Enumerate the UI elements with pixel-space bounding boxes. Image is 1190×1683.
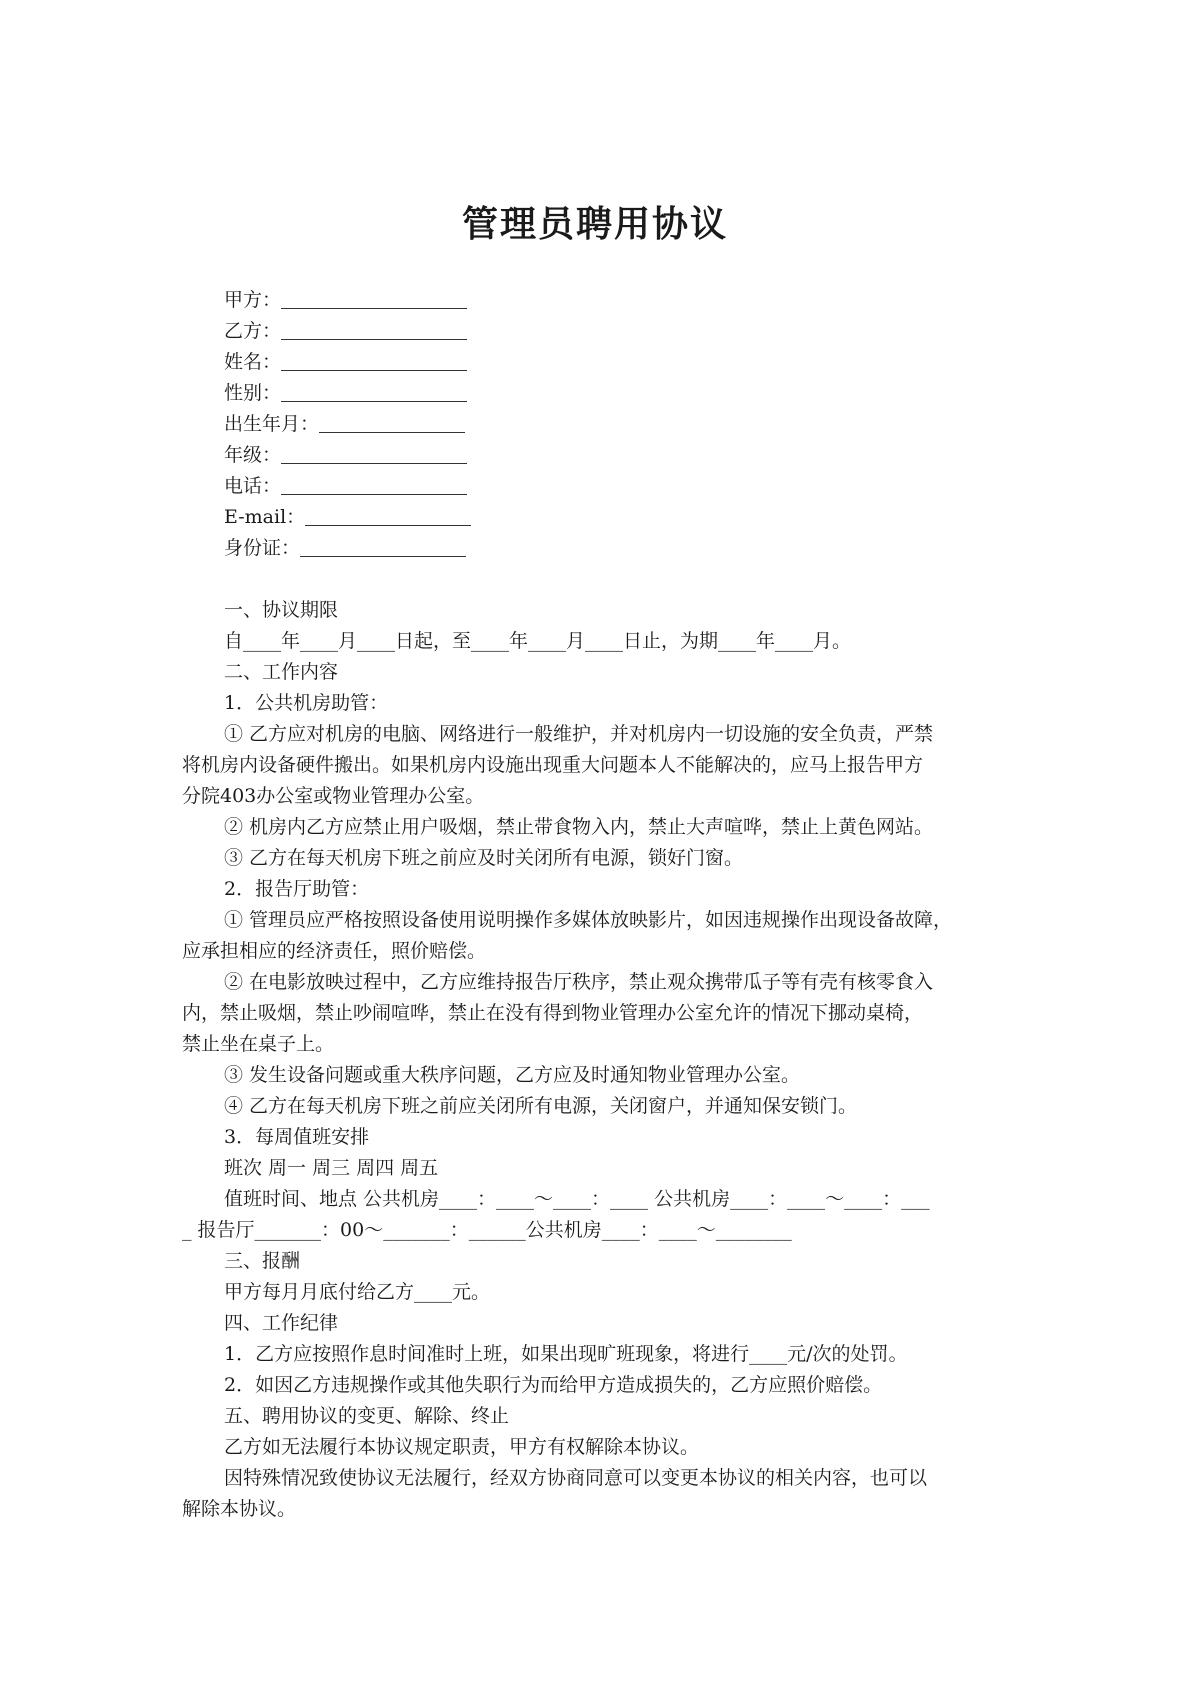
- paragraph-line: ② 在电影放映过程中，乙方应维持报告厅秩序，禁止观众携带瓜子等有壳有核零食入: [224, 971, 934, 993]
- paragraph-line: ④ 乙方在每天机房下班之前应关闭所有电源，关闭窗户，并通知保安锁门。: [224, 1095, 858, 1117]
- field-label: 身份证：: [224, 537, 301, 559]
- paragraph-line: 解除本协议。: [182, 1498, 297, 1520]
- paragraph-line: ① 管理员应严格按照设备使用说明操作多媒体放映影片，如因违规操作出现设备故障，: [224, 909, 953, 931]
- field-birth: [224, 409, 471, 440]
- field-label: 出生年月：: [224, 413, 320, 435]
- section-heading: 五、聘用协议的变更、解除、终止: [224, 1405, 510, 1427]
- blank-line: [281, 442, 467, 464]
- section-heading: 一、协议期限: [224, 599, 339, 621]
- field-label: E-mail：: [224, 506, 306, 528]
- blank-line: [281, 349, 467, 371]
- term-text: 自____年____月____日起，至____年____月____日止，为期____年____月。: [224, 630, 852, 652]
- field-grade: [224, 440, 471, 471]
- subsection-heading: 2．报告厅助管：: [224, 878, 370, 900]
- section-heading: 三、报酬: [224, 1250, 301, 1272]
- schedule-times: 值班时间、地点 公共机房____：____～____：____ 公共机房____：____～____：___: [224, 1188, 930, 1210]
- field-gender: [224, 378, 471, 409]
- blank-line: [300, 535, 466, 557]
- subsection-heading: 3．每周值班安排: [224, 1126, 370, 1148]
- subsection-heading: 1．公共机房助管：: [224, 692, 389, 714]
- field-label: 乙方：: [224, 320, 282, 342]
- paragraph-line: ② 机房内乙方应禁止用户吸烟，禁止带食物入内，禁止大声喧哗，禁止上黄色网站。: [224, 816, 934, 838]
- field-label: 甲方：: [224, 289, 282, 311]
- paragraph-line: 因特殊情况致使协议无法履行，经双方协商同意可以变更本协议的相关内容，也可以: [224, 1467, 928, 1489]
- blank-line: [281, 318, 467, 340]
- agreement-body: [182, 595, 1014, 1525]
- party-info-fields: [224, 285, 471, 564]
- section-heading: 四、工作纪律: [224, 1312, 339, 1334]
- paragraph-line: ① 乙方应对机房的电脑、网络进行一般维护，并对机房内一切设施的安全负责，严禁: [224, 723, 934, 745]
- field-phone: [224, 471, 471, 502]
- paragraph-line: 甲方每月月底付给乙方____元。: [224, 1281, 491, 1303]
- section-heading: 二、工作内容: [224, 661, 339, 683]
- paragraph-line: ③ 乙方在每天机房下班之前应及时关闭所有电源，锁好门窗。: [224, 847, 744, 869]
- paragraph-line: 内，禁止吸烟，禁止吵闹喧哗，禁止在没有得到物业管理办公室允许的情况下挪动桌椅，: [182, 1002, 924, 1024]
- field-label: 性别：: [224, 382, 282, 404]
- paragraph-line: 乙方如无法履行本协议规定职责，甲方有权解除本协议。: [224, 1436, 700, 1458]
- blank-line: [281, 287, 467, 309]
- blank-line: [305, 504, 471, 526]
- field-party-b: [224, 316, 471, 347]
- document-title: 管理员聘用协议: [461, 204, 728, 245]
- schedule-times: _ 报告厅_______：00～_______：______公共机房____：____～________: [182, 1219, 792, 1241]
- field-party-a: [224, 285, 471, 316]
- paragraph-line: ③ 发生设备问题或重大秩序问题，乙方应及时通知物业管理办公室。: [224, 1064, 801, 1086]
- field-email: [224, 502, 471, 533]
- field-name: [224, 347, 471, 378]
- schedule-days: 班次 周一 周三 周四 周五: [224, 1157, 439, 1179]
- paragraph-line: 1．乙方应按照作息时间准时上班，如果出现旷班现象，将进行____元/次的处罚。: [224, 1343, 908, 1365]
- paragraph-line: 2．如因乙方违规操作或其他失职行为而给甲方造成损失的，乙方应照价赔偿。: [224, 1374, 883, 1396]
- blank-line: [281, 380, 467, 402]
- field-label: 姓名：: [224, 351, 282, 373]
- paragraph-line: 将机房内设备硬件搬出。如果机房内设施出现重大问题本人不能解决的，应马上报告甲方: [182, 754, 924, 776]
- paragraph-line: 分院403办公室或物业管理办公室。: [182, 785, 485, 807]
- paragraph-line: 禁止坐在桌子上。: [182, 1033, 335, 1055]
- blank-line: [281, 473, 467, 495]
- blank-line: [319, 411, 465, 433]
- field-label: 年级：: [224, 444, 282, 466]
- paragraph-line: 应承担相应的经济责任，照价赔偿。: [182, 940, 487, 962]
- field-id-card: [224, 533, 471, 564]
- field-label: 电话：: [224, 475, 282, 497]
